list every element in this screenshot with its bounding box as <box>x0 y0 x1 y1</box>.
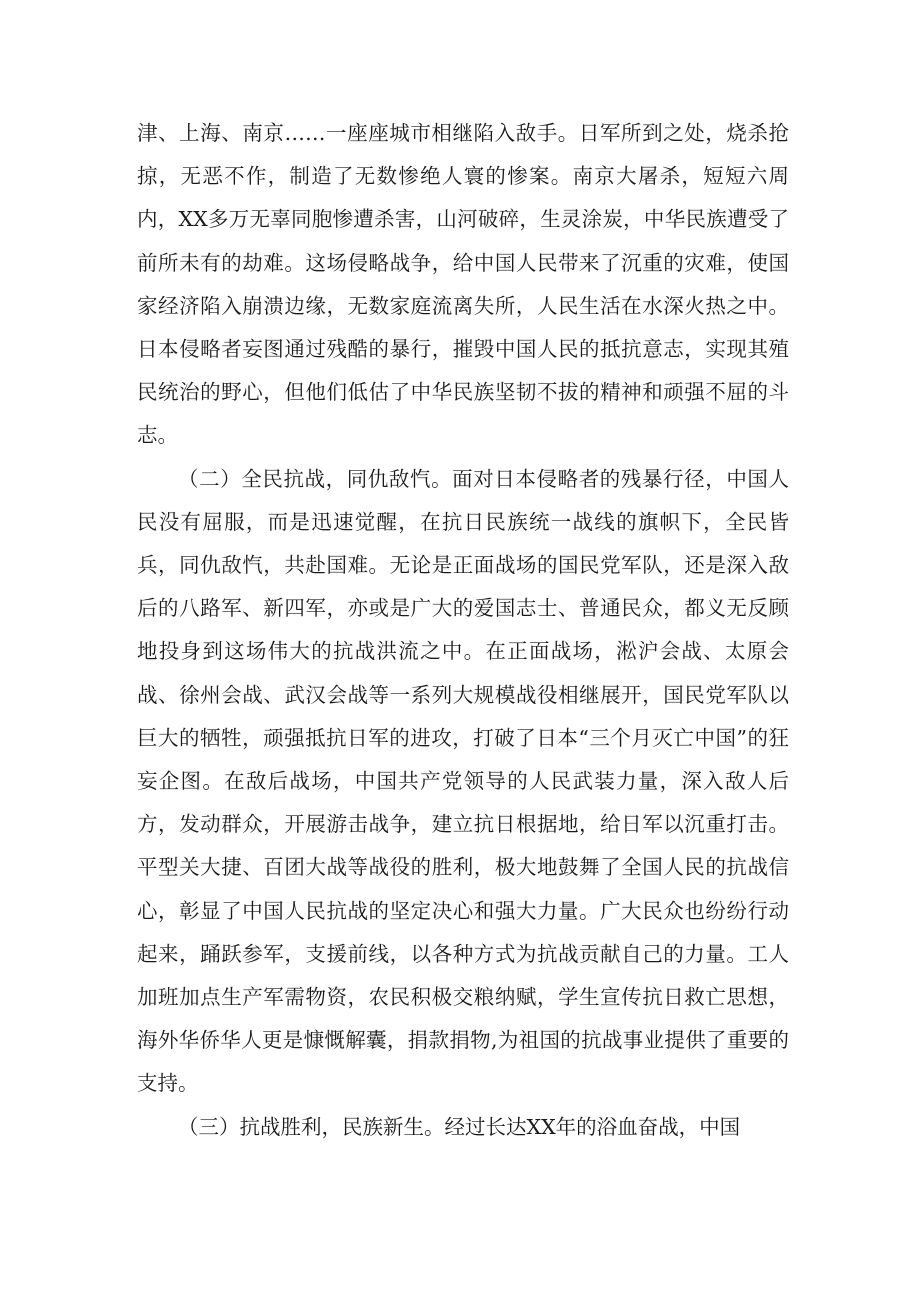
paragraph-invasion-atrocities: 津、上海、南京……一座座城市相继陷入敌手。日军所到之处，烧杀抢掠，无恶不作，制造了无数惨绝人寰的惨案。南京大屠杀，短短六周内，XX多万无辜同胞惨遭杀害，山河破碎，生灵涂炭，中华民族遭受了前所未有的劫难。这场侵略战争，给中国人民带来了沉重的灾难，使国家经济陷入崩溃边缘，无数家庭流离失所，人民生活在水深火热之中。日本侵略者妄图通过残酷的暴行，摧毁中国人民的抵抗意志，实现其殖民统治的野心，但他们低估了中华民族坚韧不拔的精神和顽强不屈的斗志。 <box>137 121 789 448</box>
paragraph-war-victory: （三）抗战胜利，民族新生。经过长达XX年的浴血奋战，中国 <box>178 1114 741 1139</box>
paragraph-nationwide-resistance: （二）全民抗战，同仇敌忾。面对日本侵略者的残暴行径，中国人民没有屈服，而是迅速觉醒，在抗日民族统一战线的旗帜下，全民皆兵，同仇敌忾，共赴国难。无论是正面战场的国民党军队，还是深入敌后的八路军、新四军，亦或是广大的爱国志士、普通民众，都义无反顾地投身到这场伟大的抗战洪流之中。在正面战场，淞沪会战、太原会战、徐州会战、武汉会战等一系列大规模战役相继展开，国民党军队以巨大的牺牲，顽强抵抗日军的进攻，打破了日本“三个月灭亡中国”的狂妄企图。在敌后战场，中国共产党领导的人民武装力量，深入敌人后方，发动群众，开展游击战争，建立抗日根据地，给日军以沉重打击。平型关大捷、百团大战等战役的胜利，极大地鼓舞了全国人民的抗战信心，彰显了中国人民抗战的坚定决心和强大力量。广大民众也纷纷行动起来，踊跃参军，支援前线，以各种方式为抗战贡献自己的力量。工人加班加点生产军需物资，农民积极交粮纳赋，学生宣传抗日救亡思想，海外华侨华人更是慷慨解囊，捐款捐物,为祖国的抗战事业提供了重要的支持。 <box>137 466 789 1096</box>
document-body <box>137 112 789 1149</box>
